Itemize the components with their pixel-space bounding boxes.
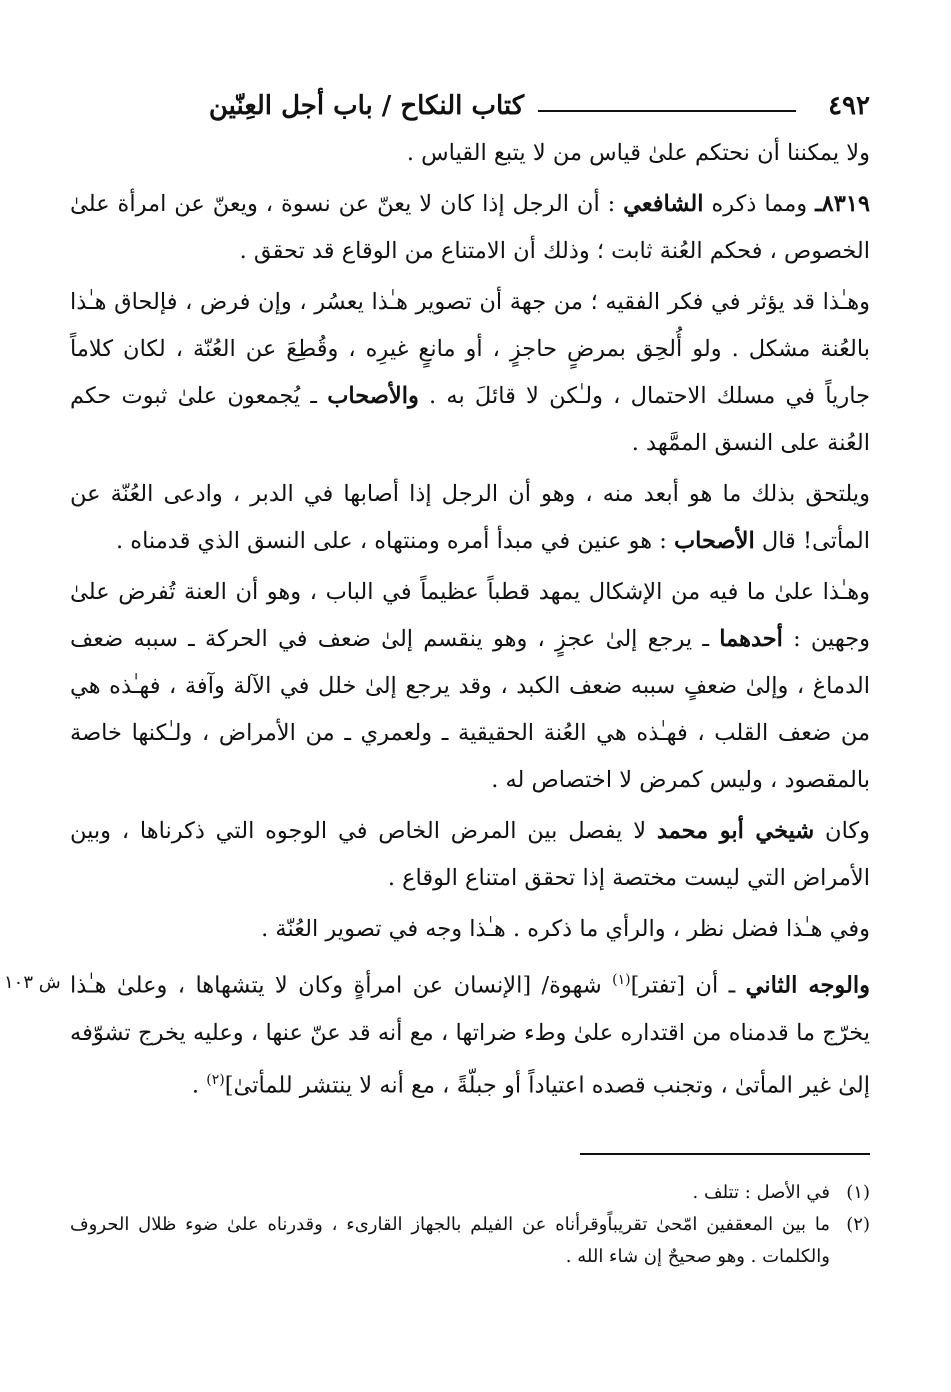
paragraph bbox=[70, 808, 870, 902]
text-run: لا يفصل بين المرض الخاص في الوجوه التي ذكرناها ، وبين الأمراض التي ليست مختصة إذا تحقق امتناع الوقاع . bbox=[70, 818, 870, 891]
footnote-number: (١) bbox=[846, 1182, 870, 1203]
body-text bbox=[4, 130, 870, 1109]
text-run: وفي هـٰذا فضل نظر ، والرأي ما ذكره . هـٰذا وجه في تصوير العُنّة . bbox=[261, 916, 870, 942]
bold-text: الشافعي bbox=[623, 191, 704, 217]
running-title: كتاب النكاح / باب أجل العِنّين bbox=[208, 91, 525, 121]
paragraph bbox=[70, 906, 870, 953]
text-run: ـ يرجع إلىٰ عجزٍ ، وهو ينقسم إلىٰ ضعف في الحركة ـ سببه ضعف الدماغ ، وإلىٰ ضعفٍ سببه ضعف الكبد ، وقد يرجع إلىٰ خلل في الآلة وآفة ، فهـٰذه هي من ضعف القلب ، فهـٰذه هي العُنة الحقيقية ـ ولعمري ـ من الأمراض ، ولـٰكنها خاصة بالمقصود ، وليس كمرض لا اختصاص له . bbox=[70, 626, 870, 793]
text-run: . bbox=[191, 1072, 207, 1098]
footnote bbox=[70, 1177, 870, 1209]
paragraph bbox=[70, 130, 870, 177]
page-number: ٤٩٢ bbox=[828, 91, 870, 121]
paragraph bbox=[70, 279, 870, 467]
text-run: ويلتحق بذلك ما هو أبعد منه ، وهو أن الرجل إذا أصابها في الدبر ، وادعى العُنّة عن المأتى! قال bbox=[70, 481, 870, 554]
text-run: : هو عنين في مبدأ أمره ومنتهاه ، على النسق الذي قدمناه . bbox=[115, 528, 674, 554]
text-run: : أن الرجل إذا كان لا يعنّ عن نسوة ، ويعنّ عن امرأة علىٰ الخصوص ، فحكم العُنة ثابت ؛ وذلك أن الامتناع من الوقاع قد تحقق . bbox=[70, 191, 870, 264]
bold-text: الأصحاب bbox=[673, 528, 755, 554]
footnote-ref: (٢) bbox=[206, 1071, 225, 1088]
bold-text: أحدهما bbox=[719, 626, 783, 652]
footnote bbox=[70, 1209, 870, 1273]
footnote-text: ما بين المعقفين امّحىٰ تقريباًوقرأناه عن الفيلم بالجهاز القارىء ، وقدرناه علىٰ ضوء ظلال الحروف والكلمات . وهو صحيحٌ إن شاء الله . bbox=[70, 1214, 830, 1267]
text-run: شهوة/ [الإنسان عن امرأةٍ وكان لا يتشهاها ، وعلىٰ هـٰذا يخرّج ما قدمناه من اقتداره علىٰ وطء ضراتها ، مع أنه قد عنّ عنها ، وعليه يخرج تشوّفه إلىٰ غير المأتىٰ ، وتجنب قصده اعتياداً أو جبلّةً ، مع أنه لا ينتشر للمأتىٰ] bbox=[70, 972, 870, 1098]
margin-note: ش ١٠٣ bbox=[4, 972, 61, 993]
paragraph bbox=[70, 471, 870, 565]
footnotes bbox=[70, 1177, 870, 1273]
text-run: ولا يمكننا أن نحتكم علىٰ قياس من لا يتبع القياس . bbox=[406, 140, 870, 166]
running-header bbox=[70, 84, 870, 128]
footnote-ref: (١) bbox=[612, 972, 631, 988]
footnote-rule bbox=[580, 1153, 870, 1155]
paragraph bbox=[70, 569, 870, 804]
header-rule bbox=[538, 110, 796, 112]
bold-text: والوجه الثاني bbox=[745, 972, 870, 999]
footnote-text: في الأصل : تتلف . bbox=[692, 1182, 830, 1203]
text-run: ـ أن [تفتر] bbox=[630, 972, 746, 999]
footnote-number: (٢) bbox=[846, 1214, 870, 1235]
text-run: ـ يُجمعون علىٰ ثبوت حكم العُنة على النسق الممَّهد . bbox=[70, 383, 870, 456]
document-page bbox=[4, 84, 870, 1273]
text-run: ومما ذكره bbox=[703, 191, 816, 217]
bold-text: شيخي أبو محمد bbox=[656, 818, 815, 844]
paragraph bbox=[70, 181, 870, 275]
text-run: وهـٰذا قد يؤثر في فكر الفقيه ؛ من جهة أن تصوير هـٰذا يعسُر ، وإن فرض ، فإلحاق هـٰذا بالعُنة مشكل . ولو أُلحِق بمرضٍ حاجزٍ ، أو مانعٍ غيرِه ، وقُطِعَ عن العُنّة ، لكان كلاماً جارياً في مسلك الاحتمال ، ولـٰكن لا قائلَ به . bbox=[70, 289, 870, 409]
text-run: وهـٰذا علىٰ ما فيه من الإشكال يمهد قطباً عظيماً في الباب ، وهو أن العنة تُفرض علىٰ وجهين : bbox=[70, 579, 870, 652]
bold-text: ٨٣١٩ـ bbox=[815, 191, 870, 217]
paragraph bbox=[4, 957, 870, 1109]
text-run: وكان bbox=[814, 818, 870, 844]
bold-text: والأصحاب bbox=[327, 383, 419, 409]
